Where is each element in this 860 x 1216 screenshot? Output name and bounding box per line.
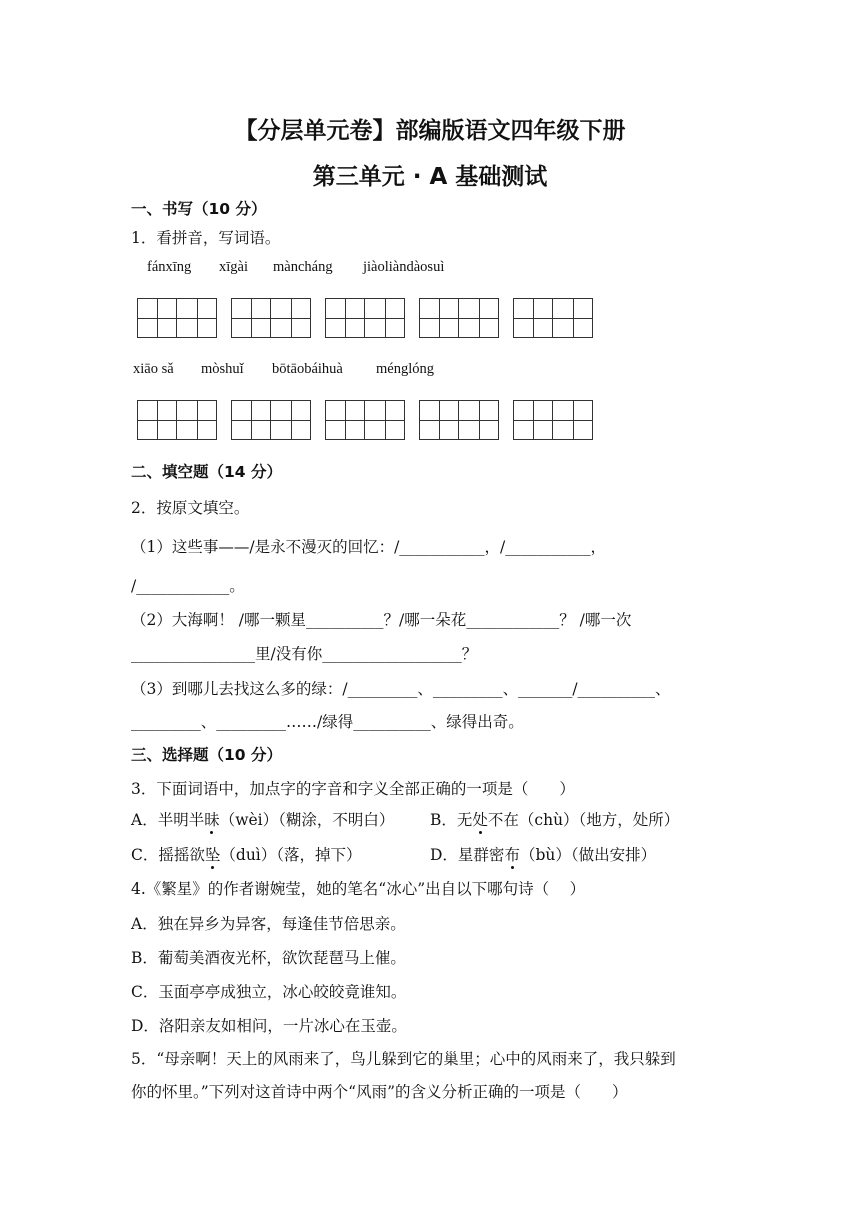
fill-line-3: （2）大海啊！ /哪一颗星__________？/哪一朵花____________？ /哪一次 <box>131 611 632 629</box>
option-text: （wèi）（糊涂，不明白） <box>219 811 395 829</box>
q4-option-d[interactable]: D．洛阳亲友如相问，一片冰心在玉壶。 <box>131 1017 407 1035</box>
word-box[interactable] <box>137 400 217 440</box>
writing-grid-row2 <box>137 400 593 440</box>
option-text: （bù）（做出安排） <box>519 846 657 864</box>
fill-line-6: _________、_________……/绿得__________、绿得出奇。 <box>131 713 524 731</box>
page-title: 【分层单元卷】部编版语文四年级下册 <box>234 118 626 144</box>
section-heading-choice: 三、选择题（10 分） <box>131 746 282 764</box>
option-text: 不在（chù）（地方，处所） <box>487 811 680 829</box>
option-text: A．半明半 <box>131 811 205 829</box>
q3-option-d[interactable] <box>430 843 656 865</box>
option-text: （duì）（落，掉下） <box>220 846 362 864</box>
word-box[interactable] <box>231 400 311 440</box>
pinyin-8: ménglóng <box>376 361 434 377</box>
dotted-char: 布 <box>504 843 520 865</box>
question-3: 3．下面词语中，加点字的字音和字义全部正确的一项是（ ） <box>131 780 575 798</box>
fill-line-4: ________________里/没有你__________________？ <box>131 645 478 663</box>
question-1: 1．看拼音，写词语。 <box>131 229 281 247</box>
pinyin-2: xīgài <box>219 259 248 275</box>
option-text: B．无 <box>430 811 473 829</box>
q3-option-c[interactable] <box>131 843 362 865</box>
section-heading-writing: 一、书写（10 分） <box>131 200 267 218</box>
pinyin-6: mòshuǐ <box>201 361 244 377</box>
writing-grid-row1 <box>137 298 593 338</box>
q4-option-b[interactable]: B．葡萄美酒夜光杯，欲饮琵琶马上催。 <box>131 949 406 967</box>
fill-line-1: （1）这些事——/是永不漫灭的回忆：/___________，/___________， <box>131 538 607 556</box>
word-box[interactable] <box>419 400 499 440</box>
pinyin-4: jiàoliàndàosuì <box>363 259 445 275</box>
word-box[interactable] <box>231 298 311 338</box>
dotted-char: 昧 <box>204 808 220 830</box>
question-5-line2: 你的怀里。”下列对这首诗中两个“风雨”的含义分析正确的一项是（ ） <box>131 1083 628 1101</box>
dotted-char: 处 <box>472 808 488 830</box>
q4-option-a[interactable]: A．独在异乡为异客，每逢佳节倍思亲。 <box>131 915 406 933</box>
q3-option-a[interactable] <box>131 808 394 830</box>
pinyin-3: màncháng <box>273 259 333 275</box>
word-box[interactable] <box>137 298 217 338</box>
fill-line-2: /____________。 <box>131 577 245 595</box>
q4-option-c[interactable]: C．玉面亭亭成独立，冰心皎皎竟谁知。 <box>131 983 407 1001</box>
pinyin-7: bōtāobáihuà <box>272 361 343 377</box>
pinyin-5: xiāo sǎ <box>133 361 174 377</box>
question-5-line1: 5．“母亲啊！天上的风雨来了，鸟儿躲到它的巢里；心中的风雨来了，我只躲到 <box>131 1050 676 1068</box>
word-box[interactable] <box>325 298 405 338</box>
option-text: C．摇摇欲 <box>131 846 205 864</box>
word-box[interactable] <box>513 298 593 338</box>
dotted-char: 坠 <box>205 843 221 865</box>
word-box[interactable] <box>325 400 405 440</box>
page-subtitle: 第三单元 · A 基础测试 <box>312 164 548 190</box>
fill-line-5: （3）到哪儿去找这么多的绿：/_________、_________、_______/__________、 <box>131 680 671 698</box>
question-2: 2．按原文填空。 <box>131 499 250 517</box>
word-box[interactable] <box>513 400 593 440</box>
pinyin-1: fánxīng <box>147 259 192 275</box>
q3-option-b[interactable] <box>430 808 679 830</box>
section-heading-fill: 二、填空题（14 分） <box>131 463 282 481</box>
word-box[interactable] <box>419 298 499 338</box>
option-text: D．星群密 <box>430 846 505 864</box>
question-4: 4.《繁星》的作者谢婉莹，她的笔名“冰心”出自以下哪句诗（ ） <box>131 880 586 898</box>
